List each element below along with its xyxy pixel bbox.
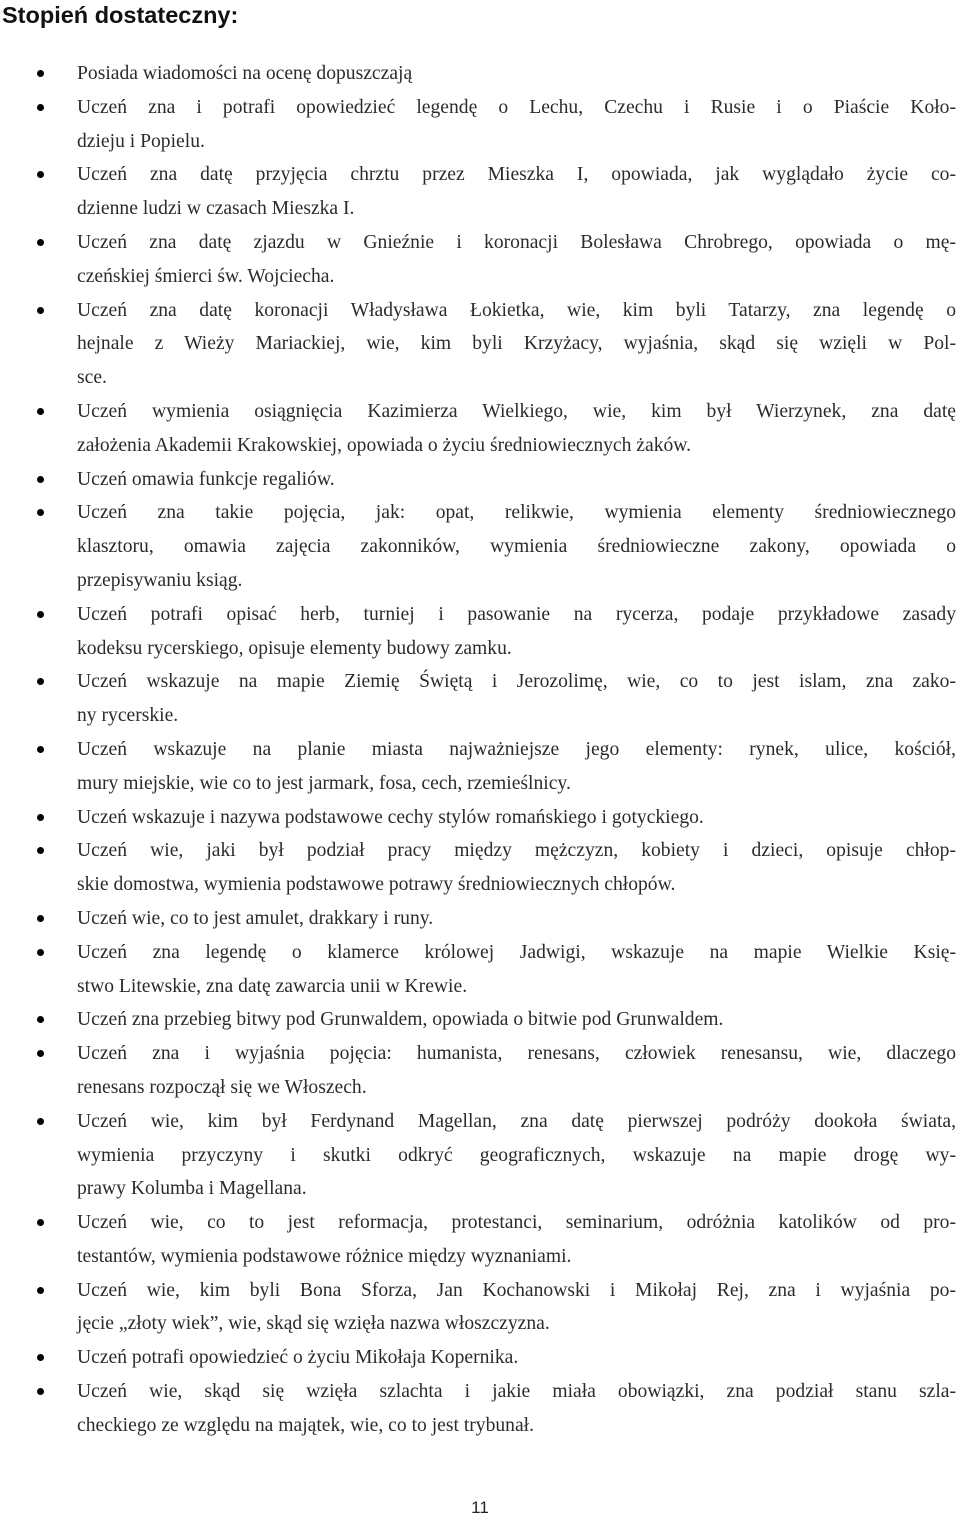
bullet-icon (37, 1118, 44, 1125)
list-item-line: testantów, wymienia podstawowe różnice między wyznaniami. (77, 1245, 572, 1267)
page-number: 11 (471, 1498, 489, 1517)
list-item-line: Uczeń wymienia osiągnięcia Kazimierza Wielkiego, wie, kim był Wierzynek, zna datę (77, 400, 956, 422)
list-item (0, 57, 960, 91)
list-item-line: mury miejskie, wie co to jest jarmark, fosa, cech, rzemieślnicy. (77, 772, 571, 794)
list-item (0, 598, 960, 666)
list-item (0, 1105, 960, 1206)
list-item-line: checkiego ze względu na majątek, wie, co to jest trybunał. (77, 1414, 535, 1436)
list-item-line: Posiada wiadomości na ocenę dopuszczają (77, 63, 413, 84)
list-item (0, 1341, 960, 1375)
list-item-line: Uczeń zna legendę o klamerce królowej Jadwigi, wskazuje na mapie Wielkie Księ- (77, 941, 956, 963)
list-item (0, 1003, 960, 1037)
bullet-icon (37, 611, 44, 618)
list-item (0, 1375, 960, 1443)
list-item (0, 91, 960, 159)
list-item-line: przepisywaniu ksiąg. (77, 569, 243, 591)
list-item-line: Uczeń zna datę koronacji Władysława Łokietka, wie, kim byli Tatarzy, zna legendę o (77, 299, 956, 321)
list-item-line: Uczeń zna i potrafi opowiedzieć legendę o Lechu, Czechu i Rusie i o Piaście Koło- (77, 96, 956, 118)
bullet-icon (37, 847, 44, 854)
bullet-icon (37, 408, 44, 415)
bullet-icon (37, 814, 44, 821)
list-item-line: Uczeń potrafi opisać herb, turniej i pasowanie na rycerza, podaje przykładowe zasady (77, 603, 956, 625)
requirements-list (0, 57, 960, 1443)
list-item-line: Uczeń zna datę przyjęcia chrztu przez Mieszka I, opowiada, jak wyglądało życie co- (77, 164, 956, 186)
list-item (0, 801, 960, 835)
list-item-line: czeńskiej śmierci św. Wojciecha. (77, 265, 335, 287)
list-item-line: Uczeń wie, skąd się wzięła szlachta i jakie miała obowiązki, zna podział stanu szla- (77, 1381, 956, 1403)
list-item (0, 733, 960, 801)
list-item-line: stwo Litewskie, zna datę zawarcia unii w Krewie. (77, 975, 468, 997)
list-item-line: dzieju i Popielu. (77, 130, 205, 152)
list-item-line: wymienia przyczyny i skutki odkryć geograficznych, wskazuje na mapie drogę wy- (77, 1144, 956, 1166)
list-item-line: Uczeń wie, jaki był podział pracy między mężczyzn, kobiety i dzieci, opisuje chłop- (77, 840, 956, 862)
bullet-icon (37, 104, 44, 111)
list-item (0, 936, 960, 1004)
list-item (0, 834, 960, 902)
bullet-icon (37, 476, 44, 483)
list-item-line: jęcie „złoty wiek”, wie, skąd się wzięła nazwa włoszczyzna. (77, 1313, 550, 1335)
list-item-line: Uczeń omawia funkcje regaliów. (77, 468, 335, 490)
list-item (0, 902, 960, 936)
list-item-line: Uczeń wie, kim byli Bona Sforza, Jan Kochanowski i Mikołaj Rej, zna i wyjaśnia po- (77, 1279, 956, 1301)
list-item-line: dzienne ludzi w czasach Mieszka I. (77, 198, 355, 220)
bullet-icon (37, 171, 44, 178)
list-item (0, 1206, 960, 1274)
bullet-icon (37, 915, 44, 922)
list-item-line: prawy Kolumba i Magellana. (77, 1178, 307, 1200)
bullet-icon (37, 307, 44, 314)
list-item (0, 1037, 960, 1105)
list-item-line: skie domostwa, wymienia podstawowe potrawy średniowiecznych chłopów. (77, 874, 676, 896)
bullet-icon (37, 239, 44, 246)
list-item (0, 463, 960, 497)
list-item-line: Uczeń wie, co to jest reformacja, protestanci, seminarium, odróżnia katolików od pro- (77, 1212, 956, 1234)
bullet-icon (37, 1219, 44, 1226)
list-item-line: Uczeń potrafi opowiedzieć o życiu Mikołaja Kopernika. (77, 1347, 519, 1369)
bullet-icon (37, 678, 44, 685)
bullet-icon (37, 1287, 44, 1294)
list-item-line: Uczeń wskazuje na mapie Ziemię Świętą i Jerozolimę, wie, co to jest islam, zna zako- (77, 671, 956, 693)
list-item (0, 226, 960, 294)
section-heading: Stopień dostateczny: (2, 2, 239, 28)
list-item-line: Uczeń zna przebieg bitwy pod Grunwaldem, opowiada o bitwie pod Grunwaldem. (77, 1009, 724, 1031)
list-item-line: klasztoru, omawia zajęcia zakonników, wymienia średniowieczne zakony, opowiada o (77, 536, 956, 558)
list-item (0, 496, 960, 597)
list-item-line: założenia Akademii Krakowskiej, opowiada o życiu średniowiecznych żaków. (77, 434, 692, 456)
list-item (0, 294, 960, 395)
bullet-icon (37, 509, 44, 516)
list-item (0, 395, 960, 463)
list-item (0, 158, 960, 226)
list-item-line: Uczeń wie, kim był Ferdynand Magellan, zna datę pierwszej podróży dookoła świata, (77, 1110, 956, 1132)
list-item-line: Uczeń wskazuje na planie miasta najważniejsze jego elementy: rynek, ulice, kościół, (77, 738, 956, 760)
bullet-icon (37, 70, 44, 77)
list-item-line: Uczeń zna datę zjazdu w Gnieźnie i koronacji Bolesława Chrobrego, opowiada o mę- (77, 231, 956, 253)
list-item-line: Uczeń zna i wyjaśnia pojęcia: humanista, renesans, człowiek renesansu, wie, dlaczego (77, 1043, 956, 1065)
bullet-icon (37, 949, 44, 956)
list-item-line: ny rycerskie. (77, 705, 179, 727)
list-item (0, 665, 960, 733)
list-item-line: Uczeń wskazuje i nazywa podstawowe cechy stylów romańskiego i gotyckiego. (77, 806, 704, 828)
list-item-line: Uczeń wie, co to jest amulet, drakkary i runy. (77, 907, 434, 929)
list-item-line: hejnale z Wieży Mariackiej, wie, kim byli Krzyżacy, wyjaśnia, skąd się wzięli w Pol- (77, 333, 956, 355)
bullet-icon (37, 1388, 44, 1395)
list-item-line: Uczeń zna takie pojęcia, jak: opat, relikwie, wymienia elementy średniowiecznego (77, 502, 956, 524)
bullet-icon (37, 1050, 44, 1057)
list-item-line: sce. (77, 367, 107, 389)
bullet-icon (37, 1354, 44, 1361)
list-item (0, 1274, 960, 1342)
list-item-line: kodeksu rycerskiego, opisuje elementy budowy zamku. (77, 637, 512, 659)
bullet-icon (37, 1016, 44, 1023)
list-item-line: renesans rozpoczął się we Włoszech. (77, 1076, 367, 1098)
bullet-icon (37, 746, 44, 753)
